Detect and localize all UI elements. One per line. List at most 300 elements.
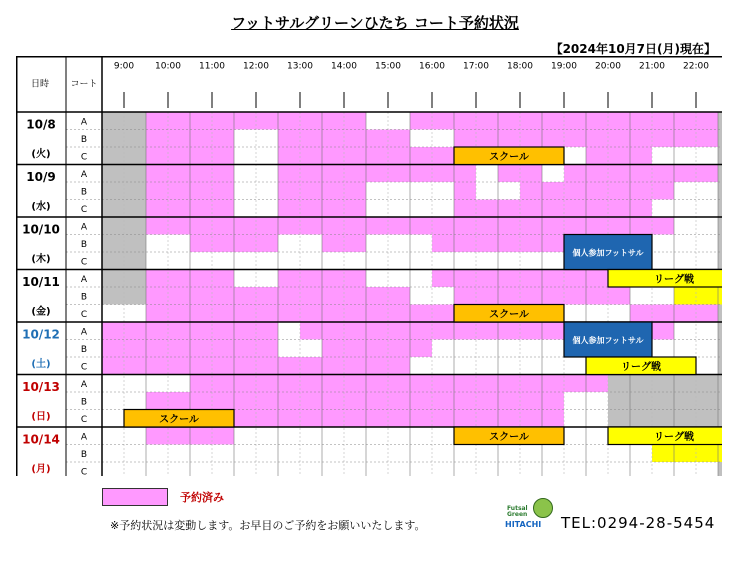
slot-cell-p [344, 182, 366, 200]
slot-cell-p [388, 287, 410, 305]
slot-cell-p [168, 165, 190, 183]
slot-cell-p [322, 357, 344, 375]
slot-cell-p [608, 165, 630, 183]
court-label: A [80, 117, 88, 128]
slot-cell-p [278, 270, 300, 288]
slot-cell-p [410, 147, 432, 165]
slot-cell-p [146, 392, 168, 410]
slot-cell-y [718, 287, 722, 305]
event-label: スクール [489, 431, 529, 443]
slot-cell-p [542, 287, 564, 305]
slot-cell-p [190, 147, 212, 165]
court-label: A [80, 169, 88, 180]
hour-label: 21:00 [639, 61, 665, 72]
legend-label-booked: 予約済み [180, 491, 224, 504]
slot-cell-p [476, 217, 498, 235]
slot-cell-p [168, 305, 190, 323]
court-label: B [80, 134, 88, 145]
slot-cell-p [520, 130, 542, 148]
event-label: スクール [159, 414, 199, 426]
slot-cell-g [608, 375, 630, 393]
slot-cell-p [432, 165, 454, 183]
slot-cell-g [102, 130, 124, 148]
slot-cell-g [674, 392, 696, 410]
slot-cell-p [366, 305, 388, 323]
court-label: A [80, 327, 88, 338]
slot-cell-p [102, 322, 124, 340]
slot-cell-p [278, 217, 300, 235]
slot-cell-p [410, 305, 432, 323]
slot-cell-p [608, 182, 630, 200]
slot-cell-p [520, 200, 542, 218]
slot-cell-y [674, 445, 696, 463]
reservation-grid [16, 56, 722, 476]
court-label: C [80, 467, 88, 476]
slot-cell-p [652, 165, 674, 183]
slot-cell-p [146, 147, 168, 165]
day-date: 10/13 [22, 380, 60, 394]
slot-cell-p [476, 287, 498, 305]
slot-cell-g [718, 147, 722, 165]
slot-cell-p [586, 287, 608, 305]
slot-cell-p [520, 322, 542, 340]
slot-cell-p [300, 322, 322, 340]
slot-cell-p [256, 340, 278, 358]
slot-cell-g [718, 252, 722, 270]
slot-cell-p [212, 287, 234, 305]
futsal-green-hitachi-logo [505, 496, 555, 534]
hour-label: 11:00 [199, 61, 225, 72]
day-of-week: (土) [31, 359, 51, 370]
slot-cell-p [454, 130, 476, 148]
slot-cell-p [674, 305, 696, 323]
day-of-week: (金) [31, 306, 51, 318]
slot-cell-p [366, 287, 388, 305]
slot-cell-p [300, 305, 322, 323]
slot-cell-p [234, 305, 256, 323]
slot-cell-p [608, 217, 630, 235]
slot-cell-p [212, 375, 234, 393]
slot-cell-p [322, 340, 344, 358]
slot-cell-p [344, 305, 366, 323]
slot-cell-p [168, 182, 190, 200]
slot-cell-p [564, 217, 586, 235]
slot-cell-p [388, 392, 410, 410]
slot-cell-p [146, 112, 168, 130]
slot-cell-p [388, 322, 410, 340]
slot-cell-p [300, 182, 322, 200]
slot-cell-g [652, 410, 674, 428]
slot-cell-p [674, 112, 696, 130]
slot-cell-p [344, 392, 366, 410]
slot-cell-g [718, 305, 722, 323]
slot-cell-p [322, 287, 344, 305]
slot-cell-p [542, 375, 564, 393]
slot-cell-p [234, 410, 256, 428]
slot-cell-g [124, 287, 146, 305]
slot-cell-p [190, 112, 212, 130]
slot-cell-p [410, 322, 432, 340]
slot-cell-p [190, 270, 212, 288]
hour-label: 9:00 [113, 61, 135, 72]
slot-cell-p [344, 235, 366, 253]
slot-cell-p [630, 217, 652, 235]
event-label: 個人参加フットサル [572, 336, 644, 345]
slot-cell-p [300, 217, 322, 235]
slot-cell-g [696, 375, 718, 393]
slot-cell-p [410, 375, 432, 393]
slot-cell-p [300, 200, 322, 218]
slot-cell-g [124, 130, 146, 148]
slot-cell-p [476, 200, 498, 218]
slot-cell-p [630, 165, 652, 183]
slot-cell-p [344, 322, 366, 340]
slot-cell-p [586, 130, 608, 148]
slot-cell-p [190, 375, 212, 393]
court-label: A [80, 379, 88, 390]
slot-cell-p [608, 147, 630, 165]
hour-label: 18:00 [507, 61, 533, 72]
slot-cell-p [564, 200, 586, 218]
slot-cell-p [146, 357, 168, 375]
slot-cell-p [234, 340, 256, 358]
slot-cell-p [498, 235, 520, 253]
slot-cell-g [124, 147, 146, 165]
slot-cell-p [300, 270, 322, 288]
court-label: B [80, 344, 88, 355]
slot-cell-p [256, 375, 278, 393]
slot-cell-p [454, 165, 476, 183]
slot-cell-p [146, 217, 168, 235]
as-of-date: 【2024年10月7日(月)現在】 [550, 42, 716, 56]
slot-cell-g [718, 112, 722, 130]
slot-cell-p [322, 112, 344, 130]
header-court-label: コート [70, 79, 98, 90]
slot-cell-p [322, 147, 344, 165]
slot-cell-g [718, 462, 722, 476]
slot-cell-p [564, 165, 586, 183]
slot-cell-p [278, 287, 300, 305]
slot-cell-p [410, 392, 432, 410]
slot-cell-p [432, 217, 454, 235]
slot-cell-p [586, 375, 608, 393]
slot-cell-p [146, 340, 168, 358]
slot-cell-p [168, 427, 190, 445]
slot-cell-p [652, 182, 674, 200]
slot-cell-g [608, 392, 630, 410]
slot-cell-p [542, 130, 564, 148]
slot-cell-p [212, 217, 234, 235]
slot-cell-p [212, 322, 234, 340]
logo-text-hitachi: HITACHI [505, 520, 542, 529]
slot-cell-g [102, 112, 124, 130]
slot-cell-p [322, 392, 344, 410]
slot-cell-p [234, 392, 256, 410]
slot-cell-p [256, 392, 278, 410]
telephone-number: TEL:0294-28-5454 [561, 514, 716, 532]
slot-cell-g [630, 410, 652, 428]
slot-cell-p [256, 322, 278, 340]
event-label: スクール [489, 309, 529, 321]
slot-cell-p [146, 130, 168, 148]
slot-cell-p [410, 340, 432, 358]
slot-cell-p [564, 112, 586, 130]
slot-cell-p [190, 235, 212, 253]
slot-cell-p [674, 130, 696, 148]
court-label: B [80, 397, 88, 408]
slot-cell-p [234, 375, 256, 393]
court-label: C [80, 204, 88, 215]
slot-cell-p [366, 130, 388, 148]
slot-cell-p [212, 147, 234, 165]
slot-cell-p [212, 357, 234, 375]
slot-cell-g [124, 200, 146, 218]
slot-cell-y [696, 445, 718, 463]
hour-label: 12:00 [243, 61, 269, 72]
page-title: フットサルグリーンひたち コート予約状況 [231, 14, 519, 32]
slot-cell-p [388, 375, 410, 393]
slot-cell-p [432, 410, 454, 428]
slot-cell-p [696, 130, 718, 148]
slot-cell-p [278, 392, 300, 410]
slot-cell-p [520, 410, 542, 428]
slot-cell-p [168, 392, 190, 410]
slot-cell-p [102, 340, 124, 358]
slot-cell-p [322, 235, 344, 253]
slot-cell-g [608, 410, 630, 428]
slot-cell-p [234, 287, 256, 305]
slot-cell-p [410, 112, 432, 130]
slot-cell-g [696, 392, 718, 410]
slot-cell-p [168, 322, 190, 340]
slot-cell-p [388, 340, 410, 358]
slot-cell-p [278, 410, 300, 428]
slot-cell-p [564, 270, 586, 288]
slot-cell-p [410, 217, 432, 235]
slot-cell-p [652, 130, 674, 148]
slot-cell-p [124, 340, 146, 358]
slot-cell-p [432, 270, 454, 288]
slot-cell-p [696, 165, 718, 183]
slot-cell-p [344, 287, 366, 305]
slot-cell-p [674, 165, 696, 183]
slot-cell-p [476, 392, 498, 410]
slot-cell-p [498, 165, 520, 183]
slot-cell-p [454, 287, 476, 305]
hour-label: 17:00 [463, 61, 489, 72]
slot-cell-p [344, 410, 366, 428]
slot-cell-p [432, 322, 454, 340]
slot-cell-p [498, 287, 520, 305]
slot-cell-p [410, 410, 432, 428]
slot-cell-p [256, 112, 278, 130]
hour-label: 15:00 [375, 61, 401, 72]
soccer-ball-icon [533, 498, 553, 518]
slot-cell-p [300, 375, 322, 393]
court-label: C [80, 309, 88, 320]
slot-cell-p [630, 182, 652, 200]
slot-cell-p [366, 217, 388, 235]
slot-cell-p [190, 200, 212, 218]
slot-cell-p [344, 270, 366, 288]
slot-cell-p [212, 235, 234, 253]
slot-cell-p [432, 235, 454, 253]
slot-cell-p [212, 165, 234, 183]
slot-cell-p [696, 112, 718, 130]
slot-cell-p [520, 287, 542, 305]
slot-cell-p [278, 147, 300, 165]
slot-cell-p [432, 147, 454, 165]
slot-cell-p [564, 130, 586, 148]
slot-cell-g [630, 392, 652, 410]
slot-cell-p [234, 322, 256, 340]
slot-cell-p [278, 375, 300, 393]
slot-cell-p [212, 392, 234, 410]
slot-cell-p [498, 392, 520, 410]
slot-cell-p [212, 182, 234, 200]
day-date: 10/10 [22, 222, 60, 237]
slot-cell-p [168, 270, 190, 288]
slot-cell-g [718, 165, 722, 183]
slot-cell-g [718, 322, 722, 340]
slot-cell-p [388, 357, 410, 375]
slot-cell-p [388, 305, 410, 323]
slot-cell-g [124, 270, 146, 288]
slot-cell-g [102, 270, 124, 288]
slot-cell-p [454, 200, 476, 218]
slot-cell-g [102, 200, 124, 218]
slot-cell-p [454, 375, 476, 393]
slot-cell-p [542, 392, 564, 410]
slot-cell-p [586, 200, 608, 218]
slot-cell-p [124, 322, 146, 340]
slot-cell-p [300, 147, 322, 165]
slot-cell-p [388, 217, 410, 235]
slot-cell-p [410, 165, 432, 183]
slot-cell-p [652, 217, 674, 235]
slot-cell-p [608, 112, 630, 130]
slot-cell-p [190, 392, 212, 410]
slot-cell-g [102, 287, 124, 305]
slot-cell-p [476, 322, 498, 340]
slot-cell-p [344, 217, 366, 235]
slot-cell-g [718, 235, 722, 253]
slot-cell-p [256, 217, 278, 235]
slot-cell-p [190, 357, 212, 375]
slot-cell-p [190, 165, 212, 183]
slot-cell-p [278, 130, 300, 148]
slot-cell-y [718, 445, 722, 463]
notice-text: ※予約状況は変動します。お早目のご予約をお願いいたします。 [110, 519, 426, 532]
slot-cell-p [454, 235, 476, 253]
slot-cell-p [234, 112, 256, 130]
slot-cell-p [344, 130, 366, 148]
slot-cell-p [190, 217, 212, 235]
header-date-label: 日時 [30, 79, 50, 90]
slot-cell-p [146, 165, 168, 183]
slot-cell-p [300, 287, 322, 305]
slot-cell-g [652, 392, 674, 410]
slot-cell-p [322, 410, 344, 428]
court-label: C [80, 414, 88, 425]
slot-cell-p [366, 392, 388, 410]
slot-cell-p [498, 200, 520, 218]
slot-cell-p [498, 410, 520, 428]
slot-cell-p [630, 200, 652, 218]
slot-cell-p [278, 357, 300, 375]
slot-cell-p [542, 182, 564, 200]
slot-cell-g [674, 410, 696, 428]
slot-cell-p [146, 182, 168, 200]
slot-cell-p [630, 305, 652, 323]
slot-cell-p [322, 130, 344, 148]
slot-cell-p [366, 357, 388, 375]
slot-cell-p [498, 270, 520, 288]
slot-cell-p [542, 112, 564, 130]
court-label: C [80, 257, 88, 268]
slot-cell-p [586, 165, 608, 183]
slot-cell-g [124, 165, 146, 183]
slot-cell-p [586, 270, 608, 288]
slot-cell-p [344, 112, 366, 130]
slot-cell-p [454, 270, 476, 288]
slot-cell-p [586, 182, 608, 200]
slot-cell-p [102, 357, 124, 375]
slot-cell-p [366, 410, 388, 428]
hour-label: 22:00 [683, 61, 709, 72]
slot-cell-g [124, 112, 146, 130]
slot-cell-p [630, 112, 652, 130]
slot-cell-p [300, 410, 322, 428]
slot-cell-p [366, 340, 388, 358]
slot-cell-p [476, 112, 498, 130]
slot-cell-g [718, 130, 722, 148]
event-label: 個人参加フットサル [572, 248, 644, 258]
slot-cell-p [542, 322, 564, 340]
court-label: B [80, 187, 88, 198]
hour-label: 10:00 [155, 61, 181, 72]
court-label: B [80, 449, 88, 460]
hour-label: 16:00 [419, 61, 445, 72]
slot-cell-p [168, 130, 190, 148]
slot-cell-g [630, 375, 652, 393]
slot-cell-p [476, 410, 498, 428]
slot-cell-p [234, 217, 256, 235]
slot-cell-p [168, 147, 190, 165]
slot-cell-p [498, 130, 520, 148]
day-of-week: (日) [31, 411, 51, 423]
slot-cell-p [520, 217, 542, 235]
slot-cell-p [124, 357, 146, 375]
slot-cell-p [542, 235, 564, 253]
slot-cell-p [322, 200, 344, 218]
slot-cell-p [454, 112, 476, 130]
slot-cell-p [366, 375, 388, 393]
slot-cell-p [322, 322, 344, 340]
court-label: A [80, 274, 88, 285]
day-of-week: (火) [31, 149, 51, 160]
slot-cell-p [564, 375, 586, 393]
slot-cell-p [344, 340, 366, 358]
slot-cell-p [476, 130, 498, 148]
court-label: C [80, 152, 88, 163]
slot-cell-p [388, 410, 410, 428]
slot-cell-g [102, 235, 124, 253]
slot-cell-g [652, 375, 674, 393]
slot-cell-p [300, 165, 322, 183]
slot-cell-p [146, 322, 168, 340]
slot-cell-p [564, 182, 586, 200]
